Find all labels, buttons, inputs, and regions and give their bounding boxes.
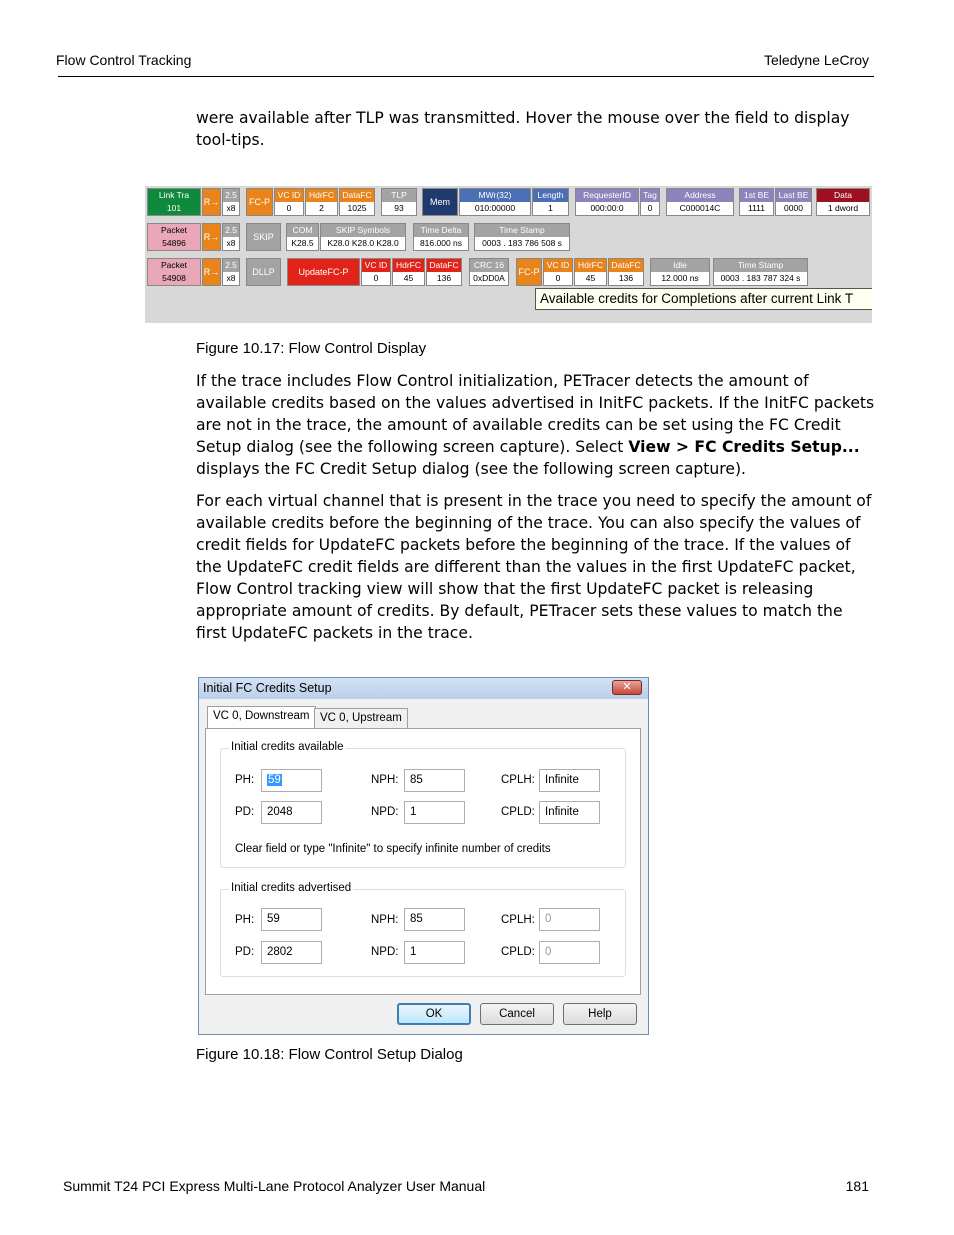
advertised-cplh-field[interactable]: 0 <box>539 908 600 931</box>
label-ph: PH: <box>235 914 255 926</box>
tab-panel <box>205 728 641 995</box>
label-cplh: CPLH: <box>501 914 535 926</box>
label-cpld: CPLD: <box>501 946 535 958</box>
trace-requester-id: RequesterID 000:00:0 <box>575 188 639 216</box>
label-pd: PD: <box>235 946 255 958</box>
label-cpld: CPLD: <box>501 806 535 818</box>
trace-length: Length 1 <box>532 188 569 216</box>
trace-datafc: DataFC 1025 <box>339 188 375 216</box>
label-nph: NPH: <box>371 774 399 786</box>
trace-mwr32: MWr(32) 010:00000 <box>459 188 531 216</box>
trace-speed: 2.5 x8 <box>222 223 240 251</box>
group-legend: Initial credits advertised <box>231 882 352 894</box>
label-ph: PH: <box>235 774 255 786</box>
trace-fc-p: FC-P <box>516 258 542 286</box>
available-cpld-field[interactable]: Infinite <box>539 801 600 824</box>
ok-button[interactable]: OK <box>397 1003 471 1025</box>
tab-vc0-downstream[interactable]: VC 0, Downstream <box>207 706 316 729</box>
trace-direction: R→ <box>202 223 221 251</box>
trace-hdrfc: HdrFC 45 <box>392 258 425 286</box>
tab-vc0-upstream[interactable]: VC 0, Upstream <box>314 708 408 728</box>
trace-idle: Idle 12.000 ns <box>650 258 710 286</box>
trace-com: COM K28.5 <box>286 223 319 251</box>
advertised-ph-field[interactable]: 59 <box>261 908 322 931</box>
trace-updatefc-p: UpdateFC-P <box>287 258 360 286</box>
trace-speed: 2.5 x8 <box>222 258 240 286</box>
trace-datafc: DataFC 136 <box>426 258 462 286</box>
trace-data: Data 1 dword <box>816 188 870 216</box>
trace-packet: Packet 54908 <box>147 258 201 286</box>
trace-time-stamp: Time Stamp 0003 . 183 787 324 s <box>713 258 808 286</box>
trace-direction: R→ <box>202 188 221 216</box>
advertised-nph-field[interactable]: 85 <box>404 908 465 931</box>
trace-time-delta: Time Delta 816.000 ns <box>413 223 469 251</box>
trace-packet: Packet 54896 <box>147 223 201 251</box>
available-ph-field[interactable]: 59 <box>261 769 322 792</box>
trace-time-stamp: Time Stamp 0003 . 183 786 508 s <box>474 223 570 251</box>
trace-speed: 2.5 x8 <box>222 188 240 216</box>
intro-paragraph: were available after TLP was transmitted. Hover the mouse over the field to display tool-tips. <box>196 109 850 149</box>
group-legend: Initial credits available <box>231 741 344 753</box>
header-rule <box>58 76 874 77</box>
trace-address: Address C000014C <box>666 188 734 216</box>
advertised-cpld-field[interactable]: 0 <box>539 941 600 964</box>
figure-caption-1: Figure 10.17: Flow Control Display <box>196 340 427 357</box>
trace-dllp: DLLP <box>246 258 281 286</box>
trace-last-be: Last BE 0000 <box>775 188 812 216</box>
available-nph-field[interactable]: 85 <box>404 769 465 792</box>
label-cplh: CPLH: <box>501 774 535 786</box>
page-number: 181 <box>845 1178 869 1194</box>
flow-control-trace-figure <box>145 186 872 323</box>
running-header-company: Teledyne LeCroy <box>763 52 869 68</box>
trace-vc-id: VC ID 0 <box>543 258 573 286</box>
dialog-title: Initial FC Credits Setup <box>203 681 332 695</box>
running-header-title: Flow Control Tracking <box>56 52 192 68</box>
available-cplh-field[interactable]: Infinite <box>539 769 600 792</box>
trace-tlp: TLP 93 <box>381 188 417 216</box>
trace-first-be: 1st BE 1111 <box>739 188 774 216</box>
trace-row-tlp <box>145 188 872 218</box>
trace-fc-p: FC-P <box>246 188 273 216</box>
trace-skip-symbols: SKIP Symbols K28.0 K28.0 K28.0 <box>320 223 406 251</box>
advertised-pd-field[interactable]: 2802 <box>261 941 322 964</box>
available-pd-field[interactable]: 2048 <box>261 801 322 824</box>
trace-direction: R→ <box>202 258 221 286</box>
footer-manual-title: Summit T24 PCI Express Multi-Lane Protocol Analyzer User Manual <box>63 1178 486 1194</box>
trace-datafc: DataFC 136 <box>608 258 644 286</box>
trace-mem: Mem <box>422 188 458 216</box>
dialog-titlebar[interactable] <box>199 678 648 699</box>
label-pd: PD: <box>235 806 255 818</box>
trace-crc16: CRC 16 0xDD0A <box>469 258 509 286</box>
trace-hdrfc: HdrFC 45 <box>574 258 607 286</box>
advertised-npd-field[interactable]: 1 <box>404 941 465 964</box>
label-npd: NPD: <box>371 806 399 818</box>
close-icon[interactable]: ✕ <box>612 680 642 695</box>
trace-skip: SKIP <box>246 223 281 251</box>
cancel-button[interactable]: Cancel <box>480 1003 554 1025</box>
trace-row-dllp <box>145 258 872 288</box>
paragraph-virtual-channel: For each virtual channel that is present in the trace you need to specify the amount of available credits before the beginning of the trace. You can also specify the values of credit fields for UpdateFC packets before the beginning of the trace. If the values of the UpdateFC credit fields are different than the values in the first UpdateFC packet, Flow Control tracking view will show that the first UpdateFC packet is releasing appropriate amount of credits. By default, PETracer sets these values to match the first UpdateFC packets in the trace. <box>196 492 872 642</box>
trace-row-skip <box>145 223 872 253</box>
group-credits-available <box>220 741 626 868</box>
group-credits-advertised <box>220 882 626 977</box>
trace-link-tra: Link Tra 101 <box>147 188 201 216</box>
label-npd: NPD: <box>371 946 399 958</box>
menu-path-fc-credits-setup: View > FC Credits Setup... <box>628 438 860 456</box>
trace-hdrfc: HdrFC 2 <box>305 188 338 216</box>
initial-fc-credits-dialog <box>198 677 649 1035</box>
credit-tooltip: Available credits for Completions after current Link T <box>535 288 872 310</box>
trace-vc-id: VC ID 0 <box>274 188 304 216</box>
figure-caption-2: Figure 10.18: Flow Control Setup Dialog <box>196 1046 463 1063</box>
available-npd-field[interactable]: 1 <box>404 801 465 824</box>
infinite-hint: Clear field or type "Infinite" to specify infinite number of credits <box>235 843 551 855</box>
trace-vc-id: VC ID 0 <box>361 258 391 286</box>
paragraph-flow-control-init: If the trace includes Flow Control initialization, PETracer detects the amount of available credits based on the values advertised in InitFC packets. If the InitFC packets are not in the trace, the amount of available credits can be set using the FC Credit Setup dialog (see the following screen capture). Select View > FC Credits Setup... displays the FC Credit Setup dialog (see the following screen capture). <box>196 372 875 478</box>
trace-tag: Tag 0 <box>640 188 660 216</box>
help-button[interactable]: Help <box>563 1003 637 1025</box>
label-nph: NPH: <box>371 914 399 926</box>
